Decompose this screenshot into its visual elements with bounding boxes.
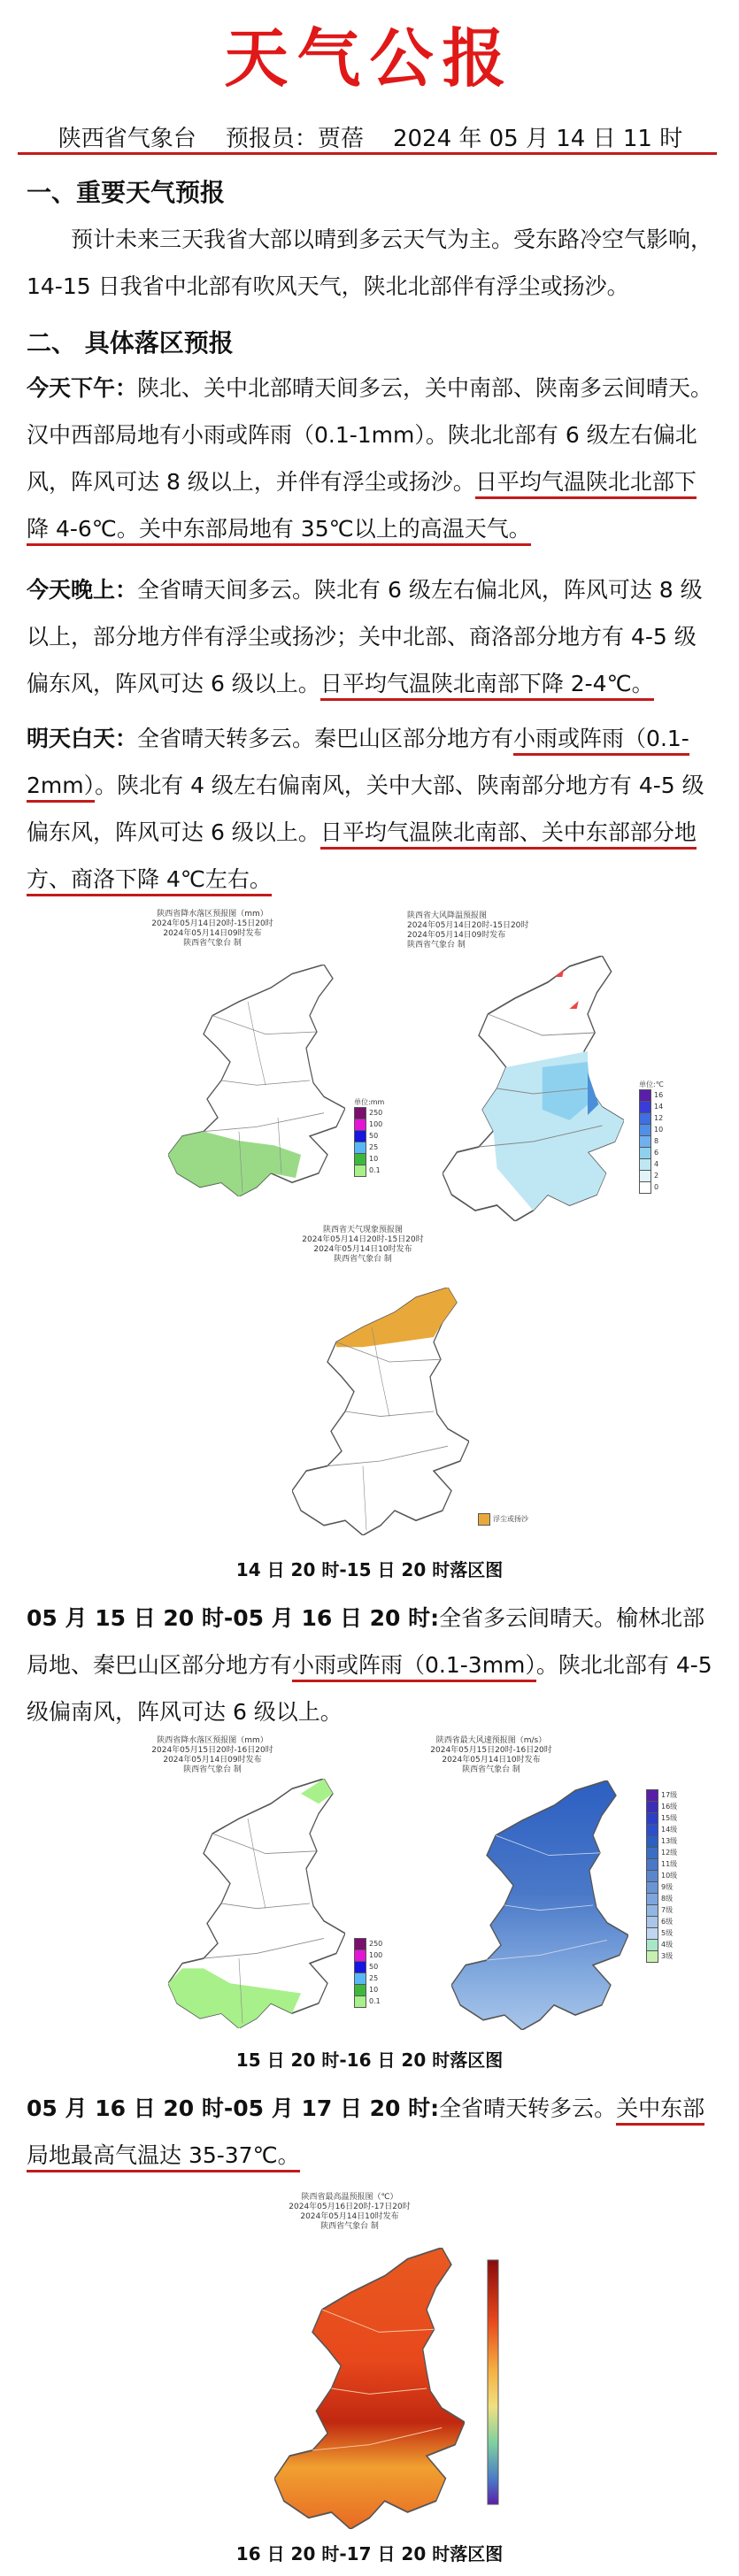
legend-item: 16级 xyxy=(646,1801,677,1812)
legend-item: 250 xyxy=(354,1107,384,1119)
day3-text1: 全省晴天转多云。 xyxy=(439,2095,617,2121)
day2-text2: 。陕北北部有 4-5 级偏南风，阵风可达 6 级以上。 xyxy=(27,1652,712,1725)
fig1-rain-period: 2024年05月14日20时-15日20时 xyxy=(151,919,273,928)
fig1-rain-maker: 陕西省气象台 制 xyxy=(183,939,242,948)
tonight-paragraph xyxy=(27,566,717,707)
legend-item: 13级 xyxy=(646,1835,677,1847)
fig3-temp-map-caption xyxy=(266,2193,434,2232)
legend-item: 25 xyxy=(354,1972,382,1984)
legend-item: 8级 xyxy=(646,1893,677,1904)
fig1-dust-title: 陕西省天气现象预报图 xyxy=(322,1226,403,1234)
legend-item: 6级 xyxy=(646,1916,677,1927)
day2-paragraph xyxy=(27,1595,717,1735)
fig2-rain-issued: 2024年05月14日09时发布 xyxy=(163,1756,262,1765)
legend-item: 3级 xyxy=(646,1950,677,1962)
legend-item: 0.1 xyxy=(354,1995,382,2007)
legend-item: 4级 xyxy=(646,1939,677,1950)
fig1-cooling-legend xyxy=(639,1080,664,1193)
legend-item: 10 xyxy=(354,1153,384,1165)
fig1-dust-map xyxy=(266,1226,531,1549)
legend-item: 6 xyxy=(639,1147,664,1158)
fig2-rain-maker: 陕西省气象台 制 xyxy=(183,1765,242,1774)
legend-item: 11级 xyxy=(646,1858,677,1870)
legend-item: 10 xyxy=(639,1124,664,1135)
legend-item: 8 xyxy=(639,1135,664,1147)
section1-text: 预计未来三天我省大部以晴到多云天气为主。受东路冷空气影响，14-15 日我省中北部有吹风天气，陕北北部伴有浮尘或扬沙。 xyxy=(27,227,713,299)
fig1-cooling-map-caption xyxy=(407,911,566,950)
fig1-cooling-maker: 陕西省气象台 制 xyxy=(407,941,466,950)
section2-heading: 二、 具体落区预报 xyxy=(27,328,234,358)
tomorrow-paragraph xyxy=(27,715,717,903)
fig2-rain-legend xyxy=(354,1938,382,2007)
fig1-dust-issued: 2024年05月14日10时发布 xyxy=(313,1245,412,1254)
fig2-wind-shape xyxy=(451,1780,628,2030)
fig1-dust-legend xyxy=(478,1513,528,1525)
fig1-cooling-shape xyxy=(443,956,624,1221)
header-divider xyxy=(18,152,717,155)
fig1-rain-map xyxy=(133,910,398,1202)
fig1-cooling-issued: 2024年05月14日09时发布 xyxy=(407,931,506,940)
fig3-temp-maker: 陕西省气象台 制 xyxy=(320,2222,379,2231)
legend-item: 2 xyxy=(639,1170,664,1181)
fig1-dust-period: 2024年05月14日20时-15日20时 xyxy=(302,1235,424,1244)
fig1-rain-issued: 2024年05月14日09时发布 xyxy=(163,929,262,938)
legend-item: 14级 xyxy=(646,1824,677,1835)
day2-rain: 小雨或阵雨（0.1-3mm） xyxy=(292,1652,536,1682)
legend-item: 250 xyxy=(354,1938,382,1949)
tonight-temp-drop: 日平均气温陕北南部下降 2-4℃。 xyxy=(320,671,654,701)
legend-item: 4 xyxy=(639,1158,664,1170)
fig1-caption: 14 日 20 时-15 日 20 时落区图 xyxy=(235,1559,504,1580)
fig1-cooling-legend-title: 单位:℃ xyxy=(639,1080,664,1088)
today-afternoon-label: 今天下午： xyxy=(27,375,138,401)
fig1-cooling-map xyxy=(407,911,690,1226)
fig2-wind-map-caption xyxy=(407,1736,575,1775)
day3-label: 05 月 16 日 20 时-05 月 17 日 20 时: xyxy=(27,2095,440,2121)
header-time: 2024 年 05 月 14 日 11 时 xyxy=(392,126,683,152)
fig2-caption: 15 日 20 时-16 日 20 时落区图 xyxy=(235,2049,504,2071)
fig1-cooling-period: 2024年05月14日20时-15日20时 xyxy=(407,921,529,930)
legend-item: 100 xyxy=(354,1949,382,1961)
tomorrow-temp-drop: 日平均气温陕北南部、关中东部部分地方、商洛下降 4℃左右。 xyxy=(27,819,697,896)
fig1-dust-shape xyxy=(292,1288,469,1535)
fig2-wind-map xyxy=(407,1736,690,2037)
legend-item: 7级 xyxy=(646,1904,677,1916)
fig2-wind-issued: 2024年05月14日10时发布 xyxy=(442,1756,541,1765)
day2-label: 05 月 15 日 20 时-05 月 16 日 20 时: xyxy=(27,1605,440,1631)
fig1-rain-title: 陕西省降水落区预报图（mm） xyxy=(157,910,268,919)
day2-text1: 全省多云间晴天。榆林北部局地、秦巴山区部分地方有 xyxy=(27,1605,705,1678)
legend-item: 10 xyxy=(354,1984,382,1995)
tomorrow-text1: 全省晴天转多云。秦巴山区部分地方有 xyxy=(137,726,514,751)
fig3-temp-issued: 2024年05月14日10时发布 xyxy=(300,2212,399,2221)
tomorrow-rain: 小雨或阵雨（0.1-2mm） xyxy=(27,726,689,803)
legend-item: 12 xyxy=(639,1112,664,1124)
legend-item: 50 xyxy=(354,1130,384,1142)
legend-item: 14 xyxy=(639,1101,664,1112)
header-org: 陕西省气象台 xyxy=(58,126,196,152)
fig2-rain-title: 陕西省降水落区预报图（mm） xyxy=(157,1736,268,1745)
fig3-temp-colorbar xyxy=(487,2259,501,2507)
legend-item: 浮尘或扬沙 xyxy=(478,1513,528,1525)
bulletin-title: 天气公报 xyxy=(224,20,515,96)
fig3-caption: 16 日 20 时-17 日 20 时落区图 xyxy=(235,2543,504,2564)
fig3-temp-title: 陕西省最高温预报图（℃） xyxy=(301,2193,398,2202)
fig1-rain-shape xyxy=(168,965,345,1196)
legend-item: 100 xyxy=(354,1119,384,1130)
fig1-rain-map-caption xyxy=(133,910,292,949)
section1-heading: 一、重要天气预报 xyxy=(27,178,226,207)
legend-item: 0.1 xyxy=(354,1165,384,1176)
tonight-label: 今天晚上： xyxy=(27,577,138,603)
today-afternoon-temp-drop: 日平均气温陕北北部下降 4-6℃。 xyxy=(27,469,697,546)
fig1-rain-legend xyxy=(354,1097,384,1176)
fig3-temp-map xyxy=(239,2193,531,2534)
legend-item: 16 xyxy=(639,1089,664,1101)
fig3-temp-period: 2024年05月16日20时-17日20时 xyxy=(289,2203,411,2211)
fig3-temp-shape xyxy=(274,2248,465,2529)
fig2-rain-map xyxy=(133,1736,398,2037)
legend-item: 15级 xyxy=(646,1812,677,1824)
legend-item: 5级 xyxy=(646,1927,677,1939)
fig2-rain-shape xyxy=(168,1779,345,2028)
header-forecaster: 预报员：贾蓓 xyxy=(225,126,364,152)
fig2-rain-period: 2024年05月15日20时-16日20时 xyxy=(151,1746,273,1755)
today-afternoon-paragraph xyxy=(27,365,717,552)
fig2-rain-map-caption xyxy=(133,1736,292,1775)
fig2-wind-period: 2024年05月15日20时-16日20时 xyxy=(430,1746,552,1755)
fig1-rain-legend-title: 单位:mm xyxy=(354,1098,385,1106)
today-afternoon-text: 陕北、关中北部晴天间多云，关中南部、陕南多云间晴天。汉中西部局地有小雨或阵雨（0.1-1mm）。陕北北部有 6 级左右偏北风，阵风可达 8 级以上，并伴有浮尘或扬沙。 xyxy=(27,375,713,495)
tomorrow-text2: 。陕北有 4 级左右偏南风，关中大部、陕南部分地方有 4-5 级偏东风，阵风可达 6 级以上。 xyxy=(27,773,704,845)
tonight-text: 全省晴天间多云。陕北有 6 级左右偏北风，阵风可达 8 级以上，部分地方伴有浮尘或扬沙；关中北部、商洛部分地方有 4-5 级偏东风，阵风可达 6 级以上。 xyxy=(27,577,703,696)
tomorrow-label: 明天白天： xyxy=(27,726,138,751)
legend-item: 12级 xyxy=(646,1847,677,1858)
fig2-wind-maker: 陕西省气象台 制 xyxy=(462,1765,520,1774)
legend-item: 17级 xyxy=(646,1789,677,1801)
legend-item: 9级 xyxy=(646,1881,677,1893)
legend-item: 0 xyxy=(639,1181,664,1193)
legend-item: 25 xyxy=(354,1142,384,1153)
fig1-dust-map-caption xyxy=(283,1226,443,1265)
day3-high-temp: 关中东部局地最高气温达 35-37℃。 xyxy=(27,2095,704,2172)
legend-item: 10级 xyxy=(646,1870,677,1881)
bulletin-header xyxy=(32,120,709,153)
fig2-wind-legend xyxy=(646,1789,677,1962)
legend-item: 50 xyxy=(354,1961,382,1972)
day3-paragraph xyxy=(27,2085,717,2179)
fig1-cooling-title: 陕西省大风降温预报图 xyxy=(407,911,488,920)
today-afternoon-high-temp: 关中东部局地有 35℃以上的高温天气。 xyxy=(139,516,531,546)
fig2-wind-title: 陕西省最大风速预报图（m/s） xyxy=(435,1736,547,1745)
fig1-dust-maker: 陕西省气象台 制 xyxy=(334,1255,392,1264)
